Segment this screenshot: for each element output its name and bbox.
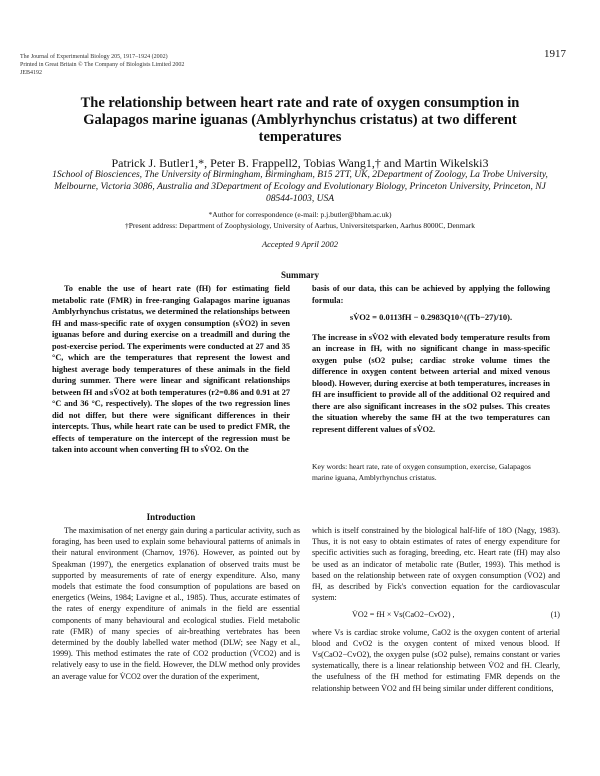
body-paragraph: The maximisation of net energy gain during a particular activity, such as foraging, has been used to explain some behavioural patterns of animals in their natural environment (Charnov, 1976). However, as pointed out by Speakman (1997), the energetics explanation of observed traits must be supported by measurements of rate of energy expenditure. Also, many models that estimate the food consumption of populations are based on energetics (Weins, 1984; Lavigne et al., 1985). Thus, accurate estimates of the rates of energy expenditure of animals in the field are essential components of many behavioural and ecological studies. Field metabolic rate (FMR) of many species of air-breathing vertebrates has been determined by the doubly labelled water method (DLW; see Nagy et al., 1999). This method estimates the rate of CO2 production (V̇CO2) and is relatively easy to use in the field. However, the DLW method only provides an average value for V̇CO2 over the duration of the experiment, <box>52 526 300 681</box>
equation-expression: V̇O2 = fH × Vs(CaO2−CvO2) , <box>352 610 455 620</box>
page-number: 1917 <box>544 48 566 60</box>
article-authors: Patrick J. Butler1,*, Peter B. Frappell2, Tobias Wang1,† and Martin Wikelski3 <box>111 156 489 170</box>
summary-formula: sV̇O2 = 0.0113fH − 0.2983Q10^((Tb−27)/10). <box>349 312 513 322</box>
present-address: †Present address: Department of Zoophysiology, University of Aarhus, Universitetsparken, Aarhus 8000C, Denmark <box>124 221 476 230</box>
introduction-right-column <box>312 525 560 771</box>
summary-left-column <box>52 283 290 462</box>
accepted-date: Accepted 9 April 2002 <box>261 239 339 249</box>
journal-code: JEB4192 <box>20 70 43 76</box>
introduction-heading: Introduction <box>146 512 196 522</box>
summary-right-column <box>312 283 550 441</box>
summary-paragraph: basis of our data, this can be achieved by applying the following formula: <box>312 284 550 305</box>
journal-info <box>20 53 184 77</box>
summary-paragraph: To enable the use of heart rate (fH) for estimating field metabolic rate (FMR) in free-ranging Galapagos marine iguanas Amblyrhynchus cristatus, we determined the relationships between fH and mass-specific rate of oxygen consumption (sV̇O2) in seven iguanas before and during exercise on a treadmill and during the post-exercise period. The experiments were conducted at 27 and 35 °C, which are the temperatures that represent the lowest and highest average body temperatures of these animals in the field during summer. There were linear and significant relationships between fH and sV̇O2 at both temperatures (r2=0.86 and 0.91 at 27 °C and 36 °C, respectively). The slopes of the two regression lines did not differ, but there were significant differences in their intercepts. Thus, while heart rate can be used to predict FMR, the effects of temperature on the intercept of the regression must be taken into account when converting fH to sV̇O2. On the <box>52 284 290 454</box>
introduction-left-column <box>52 525 300 771</box>
body-paragraph: where Vs is cardiac stroke volume, CaO2 is the oxygen content of arterial blood and CvO2 is the oxygen content of mixed venous blood. If Vs(CaO2−CvO2), the oxygen pulse (sO2 pulse), remains constant or varies systematically, there is a linear relationship between V̇O2 and fH. Clearly, the usefulness of the fH method for estimating FMR depends on the relationship between V̇O2 and fH being similar under different conditions, <box>312 627 560 693</box>
journal-copyright: Printed in Great Britain © The Company of Biologists Limited 2002 <box>20 62 185 68</box>
article-title: The relationship between heart rate and rate of oxygen consumption in Galapagos marine iguanas (Amblyrhynchus cristatus) at two different temperatures <box>80 95 520 145</box>
fick-equation <box>312 609 560 620</box>
body-paragraph: which is itself constrained by the biological half-life of 18O (Nagy, 1983). Thus, it is not easy to obtain estimates of rates of energy expenditure for specific activities such as foraging, breeding, etc. Heart rate (fH) may also be used as an indicator of metabolic rate (Butler, 1993). This method is based on the relationship between rate of oxygen consumption (V̇O2) and fH, as described by Fick's convection equation for the cardiovascular system: <box>312 526 560 603</box>
summary-heading: Summary <box>281 270 319 280</box>
equation-number: (1) <box>550 610 560 620</box>
journal-citation: The Journal of Experimental Biology 205, 1917–1924 (2002) <box>20 54 168 60</box>
summary-paragraph: The increase in sV̇O2 with elevated body temperature results from an increase in fH, with no significant change in mass-specific oxygen pulse (sO2 pulse; cardiac stroke volume times the difference in oxygen content between arterial and mixed venous blood). However, during exercise at both temperatures, increases in fH are insufficient to provide all of the additional O2 required and there are also significant increases in the sO2 pulses. This creates the situation whereby the same fH at the two temperatures can represent different values of sV̇O2. <box>312 332 550 434</box>
correspondence-email: *Author for correspondence (e-mail: p.j.butler@bham.ac.uk) <box>208 210 392 219</box>
correspondence-note <box>40 209 560 231</box>
author-affiliations: 1School of Biosciences, The University of Birmingham, Birmingham, B15 2TT, UK, 2Department of Zoology, La Trobe University, Melbourne, Victoria 3086, Australia and 3Department of Ecology and Evolutionary Biology, Princeton University, Princeton, NJ 08544-1003, USA <box>52 170 548 204</box>
keywords: Key words: heart rate, rate of oxygen consumption, exercise, Galapagos marine iguana, Amblyrhynchus cristatus. <box>312 462 531 482</box>
